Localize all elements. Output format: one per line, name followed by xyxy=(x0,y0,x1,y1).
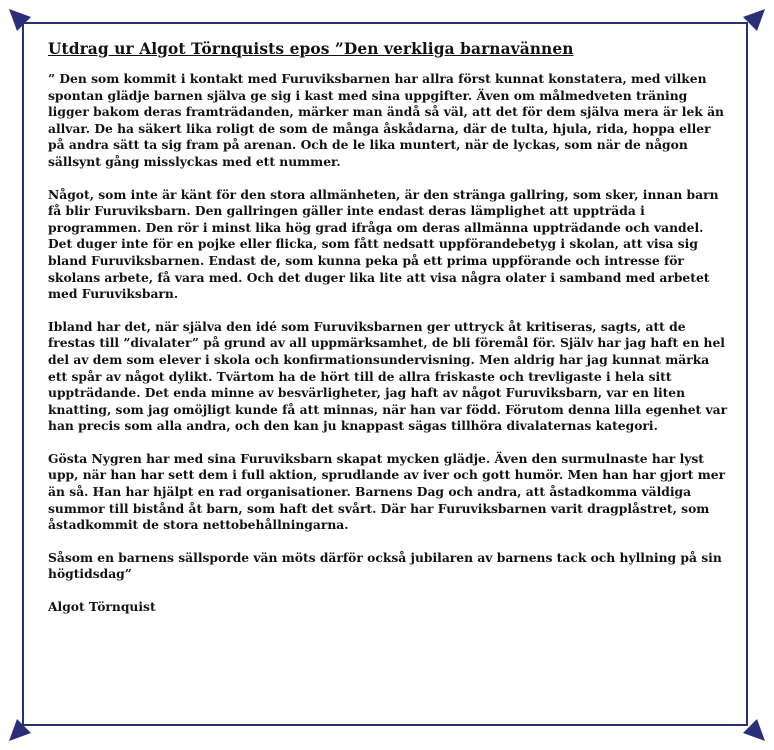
corner-arrow-bottom-left-icon xyxy=(9,715,35,741)
corner-arrow-top-right-icon xyxy=(739,9,765,35)
paragraph-1: ” Den som kommit i kontakt med Furuviksbarnen har allra först kunnat konstatera, med vilken spontan glädje barnen själva ge sig i kast med sina uppgifter. Även om målmedveten träning ligger bakom deras framträdanden, märker man ändå så väl, att det för dem själva mera är lek än allvar. De ha säkert lika roligt de som de många åskådarna, där de tulta, hjula, rida, hoppa eller på andra sätt ta sig fram på arenan. Och de le lika muntert, när de lyckas, som när de någon sällsynt gång misslyckas med ett nummer. xyxy=(48,71,724,169)
corner-arrow-top-left-icon xyxy=(9,9,35,35)
signature: Algot Törnquist xyxy=(48,599,156,615)
paragraph-4: Gösta Nygren har med sina Furuviksbarn skapat mycken glädje. Även den surmulnaste har lyst upp, när han har sett dem i full aktion, sprudlande av iver och gott humör. Men han har gjort mer än så. Han har hjälpt en rad organisationer. Barnens Dag och andra, att åstadkomma väldiga summor till bistånd åt barn, som haft det svårt. Där har Furuviksbarnen varit dragplåstret, som åstadkommit de stora nettobehållningarna. xyxy=(48,450,726,533)
paragraph-3: Ibland har det, när själva den idé som Furuviksbarnen ger uttryck åt kritiseras, sagts, att de frestas till ”divalater” på grund av all uppmärksamhet, de bli föremål för. Själv har jag haft en hel del av dem som elever i skola och konfirmationsundervisning. Men aldrig har jag kunnat märka ett spår av något dylikt. Tvärtom ha de hört till de allra friskaste och trevligaste i hela sitt uppträdande. Det enda minne av besvärligheter, jag haft av något Furuviksbarn, var en liten knatting, som jag omöjligt kunde få att minnas, när han var född. Förutom denna lilla egenhet var han precis som alla andra, och den kan ju knappast sägas tillhöra divalaternas kategori. xyxy=(48,318,728,434)
paragraph-5: Såsom en barnens sällsporde vän möts därför också jubilaren av barnens tack och hyllning på sin högtidsdag” xyxy=(48,549,722,582)
document-body xyxy=(48,40,728,616)
document-title: Utdrag ur Algot Törnquists epos ”Den verkliga barnavännen xyxy=(48,40,574,58)
corner-arrow-bottom-right-icon xyxy=(739,715,765,741)
paragraph-2: Något, som inte är känt för den stora allmänheten, är den stränga gallring, som sker, innan barn få blir Furuviksbarn. Den gallringen gäller inte endast deras lämplighet att uppträda i programmen. Den rör i minst lika hög grad ifråga om deras allmänna uppträdande och vandel. Det duger inte för en pojke eller flicka, som fått nedsatt uppförandebetyg i skolan, att visa sig bland Furuviksbarnen. Endast de, som kunna peka på ett prima uppförande och intresse för skolans arbete, få vara med. Och det duger lika lite att visa några olater i samband med arbetet med Furuviksbarn. xyxy=(48,186,719,302)
